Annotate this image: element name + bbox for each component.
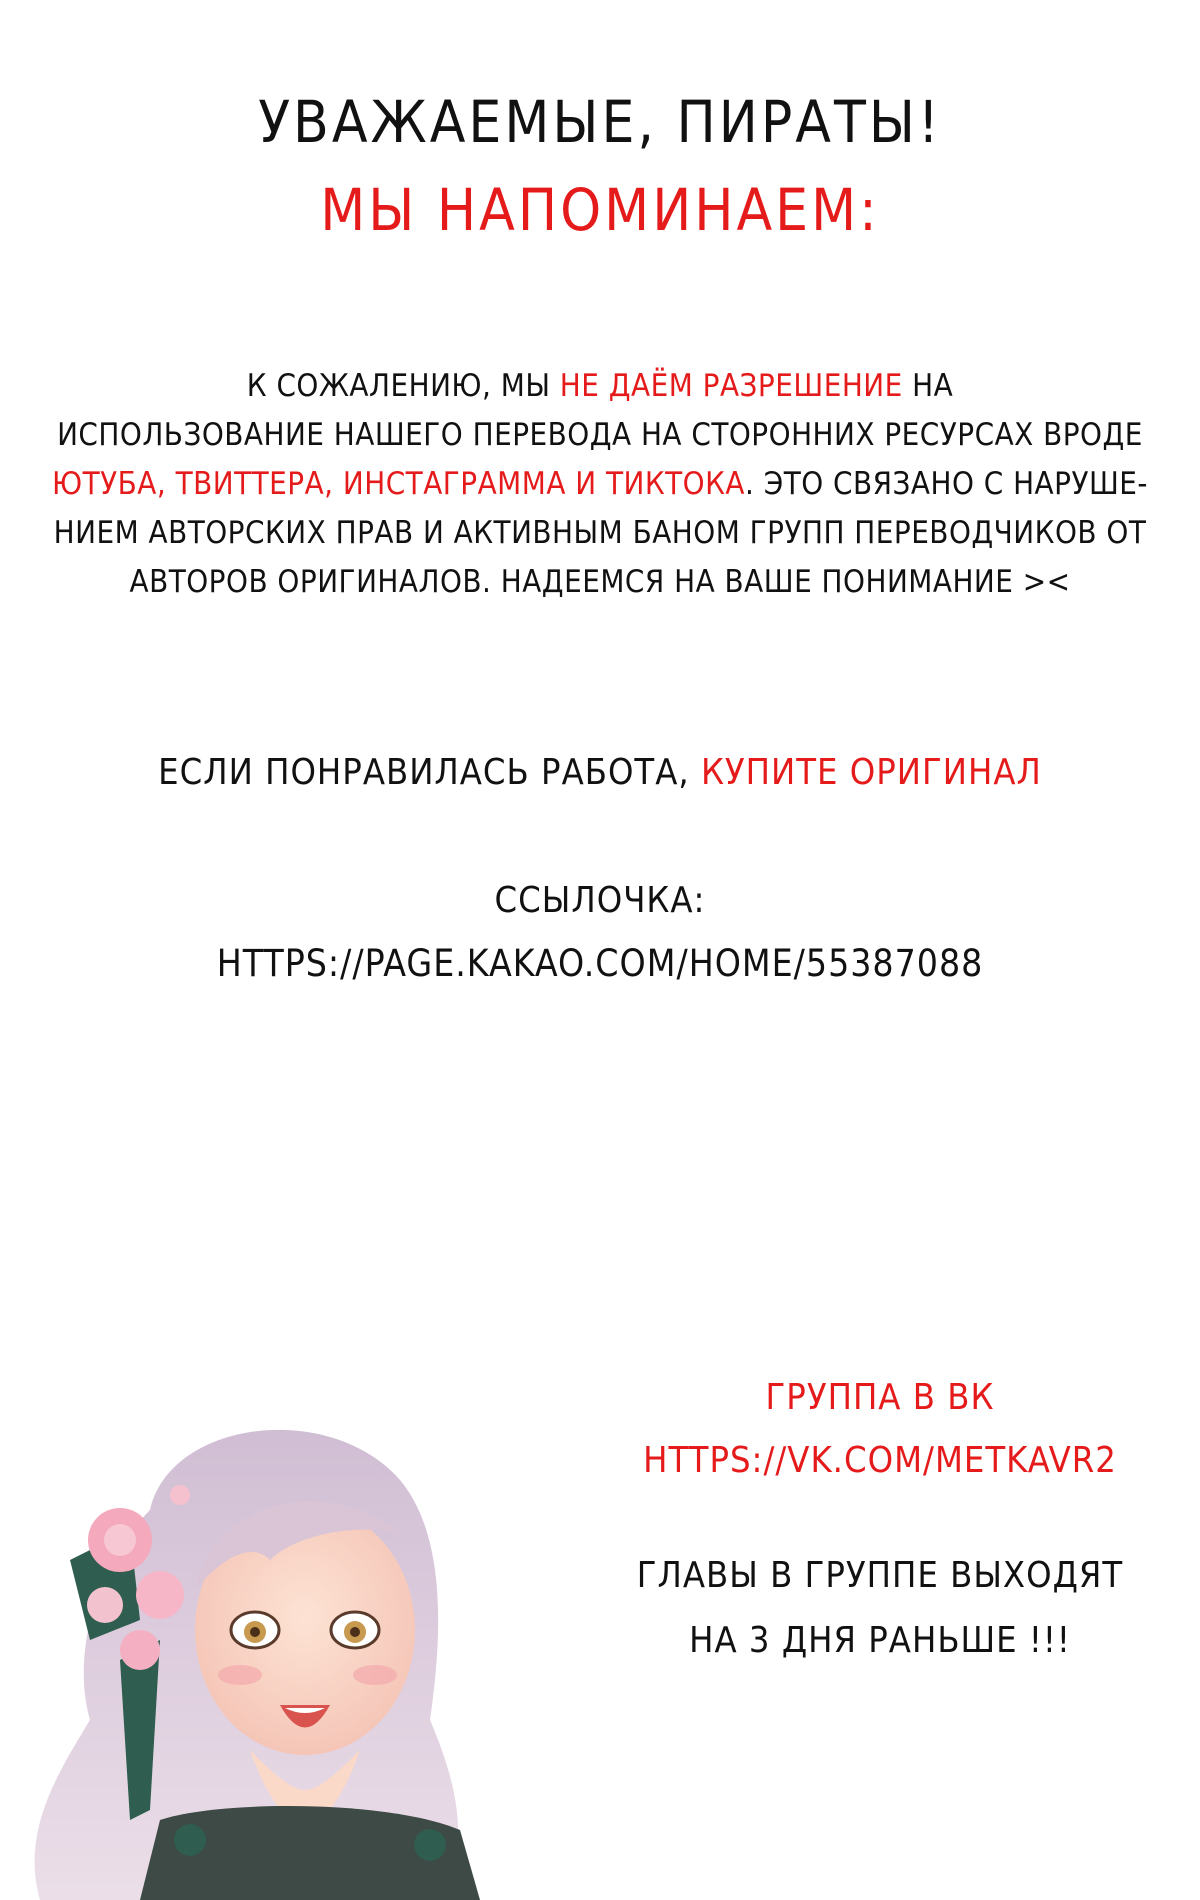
buy-original-cta: КУПИТЕ ОРИГИНАЛ [700, 752, 1042, 793]
notice-line-1-end: НА [902, 368, 954, 404]
notice-line-4: НИЕМ АВТОРСКИХ ПРАВ И АКТИВНЫМ БАНОМ ГРУПП ПЕРЕВОДЧИКОВ ОТ [53, 515, 1147, 551]
notice-line-3 [0, 460, 1200, 509]
permission-warning: НЕ ДАЁМ РАЗРЕШЕНИЕ [559, 368, 903, 404]
vk-group-label: ГРУППА В ВК [765, 1377, 995, 1418]
notice-line-1 [0, 362, 1200, 411]
original-link[interactable]: HTTPS://PAGE.KAKAO.COM/HOME/55387088 [216, 942, 984, 985]
page-title: УВАЖАЕМЫЕ, ПИРАТЫ! [258, 88, 942, 156]
notice-line-2: ИСПОЛЬЗОВАНИЕ НАШЕГО ПЕРЕВОДА НА СТОРОННИХ РЕСУРСАХ ВРОДЕ [57, 417, 1143, 453]
notice-line-5: АВТОРОВ ОРИГИНАЛОВ. НАДЕЕМСЯ НА ВАШЕ ПОНИМАНИЕ >< [129, 564, 1071, 600]
early-release-note-line-2: НА 3 ДНЯ РАНЬШЕ !!! [689, 1620, 1071, 1661]
page-subtitle: МЫ НАПОМИНАЕМ: [320, 176, 880, 244]
support-message [0, 752, 1200, 793]
support-prefix: ЕСЛИ ПОНРАВИЛАСЬ РАБОТА, [158, 752, 701, 793]
notice-paragraph [0, 362, 1200, 607]
early-release-note-line-1: ГЛАВЫ В ГРУППЕ ВЫХОДЯТ [636, 1555, 1124, 1596]
notice-line-1-start: К СОЖАЛЕНИЮ, МЫ [246, 368, 560, 404]
notice-line-3-end: . ЭТО СВЯЗАНО С НАРУШЕ- [745, 466, 1148, 502]
link-label: ССЫЛОЧКА: [494, 880, 706, 921]
platform-list: ЮТУБА, ТВИТТЕРА, ИНСТАГРАММА И ТИКТОКА [52, 466, 745, 502]
character-illustration [0, 1390, 560, 1900]
vk-group-link[interactable]: HTTPS://VK.COM/METKAVR2 [643, 1440, 1117, 1481]
